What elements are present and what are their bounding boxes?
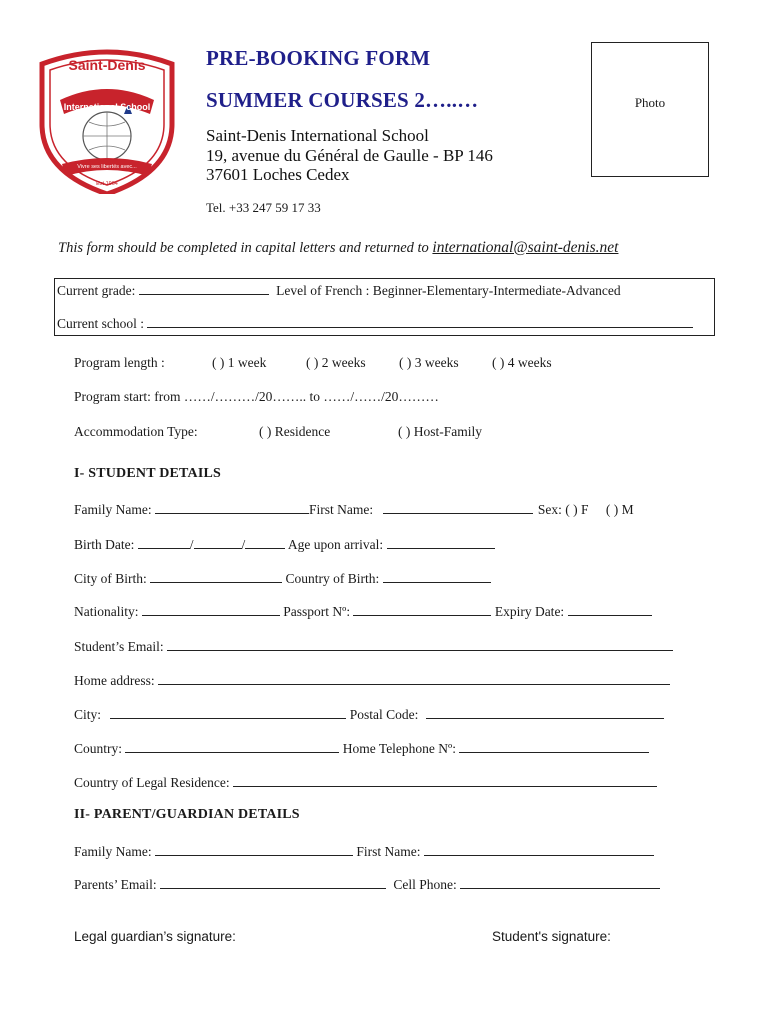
postal-code-label: Postal Code: xyxy=(349,707,419,722)
current-school-row xyxy=(57,315,693,332)
current-school-label: Current school : xyxy=(57,316,144,331)
logo-motto: Vivre ses libertés avec... xyxy=(77,164,137,170)
passport-label: Passport Nº: xyxy=(283,604,351,619)
form-title: PRE-BOOKING FORM xyxy=(206,46,431,70)
current-grade-row xyxy=(57,282,621,299)
french-level-label: Level of French : Beginner-Elementary-Intermediate-Advanced xyxy=(276,283,621,298)
city-birth-field[interactable] xyxy=(150,570,282,583)
photo-label: Photo xyxy=(634,95,666,110)
expiry-label: Expiry Date: xyxy=(494,604,565,619)
school-email-link[interactable]: international@saint-denis.net xyxy=(432,239,619,256)
home-telephone-label: Home Telephone Nº: xyxy=(342,741,456,756)
school-address-line1: 19, avenue du Général de Gaulle - BP 146 xyxy=(206,146,493,165)
parent-details-heading: II- PARENT/GUARDIAN DETAILS xyxy=(74,807,300,822)
passport-field[interactable] xyxy=(353,603,491,616)
option-4-weeks[interactable]: ( ) 4 weeks xyxy=(492,355,552,370)
legal-residence-label: Country of Legal Residence: xyxy=(74,775,230,790)
city-birth-label: City of Birth: xyxy=(74,571,147,586)
nationality-label: Nationality: xyxy=(74,604,139,619)
form-subtitle: SUMMER COURSES 2…..… xyxy=(206,88,479,112)
expiry-field[interactable] xyxy=(568,603,652,616)
parent-contact-row xyxy=(74,876,660,893)
student-email-row xyxy=(74,638,673,655)
age-label: Age upon arrival: xyxy=(287,537,384,552)
first-name-field[interactable] xyxy=(383,501,533,514)
option-host-family[interactable]: ( ) Host-Family xyxy=(398,424,482,439)
school-logo xyxy=(32,44,182,194)
birth-date-label: Birth Date: xyxy=(74,537,135,552)
home-address-field[interactable] xyxy=(158,672,670,685)
family-name-label: Family Name: xyxy=(74,502,152,517)
postal-code-field[interactable] xyxy=(426,706,664,719)
program-length-label: Program length : xyxy=(74,355,165,370)
parent-family-name-field[interactable] xyxy=(155,843,353,856)
student-family-name-row xyxy=(74,501,634,518)
school-address-line2: 37601 Loches Cedex xyxy=(206,165,350,184)
current-grade-label: Current grade: xyxy=(57,283,136,298)
first-name-label: First Name: xyxy=(309,502,374,517)
nationality-row xyxy=(74,603,652,620)
school-name: Saint-Denis International School xyxy=(206,126,429,145)
guardian-signature-label: Legal guardian’s signature: xyxy=(74,929,236,944)
city-postal-row xyxy=(74,706,664,723)
student-signature-label: Student's signature: xyxy=(492,929,611,944)
home-address-label: Home address: xyxy=(74,673,155,688)
family-name-field[interactable] xyxy=(155,501,309,514)
parent-family-name-label: Family Name: xyxy=(74,844,152,859)
option-3-weeks[interactable]: ( ) 3 weeks xyxy=(399,355,459,370)
sex-male-option[interactable]: ( ) M xyxy=(605,502,634,517)
nationality-field[interactable] xyxy=(142,603,280,616)
country-birth-field[interactable] xyxy=(383,570,491,583)
birth-month-field[interactable] xyxy=(194,536,242,549)
program-start-row[interactable]: Program start: from ……/………/20…….. to ……/……/20……… xyxy=(74,389,439,404)
current-grade-field[interactable] xyxy=(139,282,269,295)
logo-est: Est 1904 xyxy=(96,181,118,187)
parent-email-field[interactable] xyxy=(160,876,386,889)
cell-phone-field[interactable] xyxy=(460,876,660,889)
parent-name-row xyxy=(74,843,654,860)
legal-residence-row xyxy=(74,774,657,791)
logo-subname: International School xyxy=(63,102,151,112)
city-label: City: xyxy=(74,707,102,722)
country-field[interactable] xyxy=(125,740,339,753)
instruction-sentence: This form should be completed in capital letters and returned to xyxy=(58,240,433,256)
home-address-row xyxy=(74,672,670,689)
country-phone-row xyxy=(74,740,649,757)
legal-residence-field[interactable] xyxy=(233,774,657,787)
parent-first-name-label: First Name: xyxy=(356,844,421,859)
accommodation-label: Accommodation Type: xyxy=(74,424,198,439)
country-label: Country: xyxy=(74,741,123,756)
home-telephone-field[interactable] xyxy=(459,740,649,753)
guardian-signature-area[interactable] xyxy=(74,952,324,1002)
option-2-weeks[interactable]: ( ) 2 weeks xyxy=(306,355,366,370)
instruction-text xyxy=(58,239,618,257)
parent-email-label: Parents’ Email: xyxy=(74,877,157,892)
option-1-week[interactable]: ( ) 1 week xyxy=(212,355,267,370)
photo-box[interactable] xyxy=(591,42,709,177)
parent-first-name-field[interactable] xyxy=(424,843,654,856)
student-signature-area[interactable] xyxy=(492,952,712,1002)
city-field[interactable] xyxy=(110,706,346,719)
school-telephone: Tel. +33 247 59 17 33 xyxy=(206,200,321,215)
student-details-heading: I- STUDENT DETAILS xyxy=(74,466,222,481)
logo-name: Saint-Denis xyxy=(68,57,146,73)
birth-date-row: Birth Date: / / Age upon arrival: xyxy=(74,536,495,553)
birth-place-row xyxy=(74,570,491,587)
student-email-label: Student’s Email: xyxy=(74,639,164,654)
student-email-field[interactable] xyxy=(167,638,673,651)
birth-day-field[interactable] xyxy=(138,536,190,549)
current-school-field[interactable] xyxy=(147,315,693,328)
cell-phone-label: Cell Phone: xyxy=(393,877,457,892)
country-birth-label: Country of Birth: xyxy=(285,571,380,586)
option-residence[interactable]: ( ) Residence xyxy=(259,424,331,439)
birth-year-field[interactable] xyxy=(245,536,285,549)
sex-female-option[interactable]: Sex: ( ) F xyxy=(537,502,589,517)
age-field[interactable] xyxy=(387,536,495,549)
